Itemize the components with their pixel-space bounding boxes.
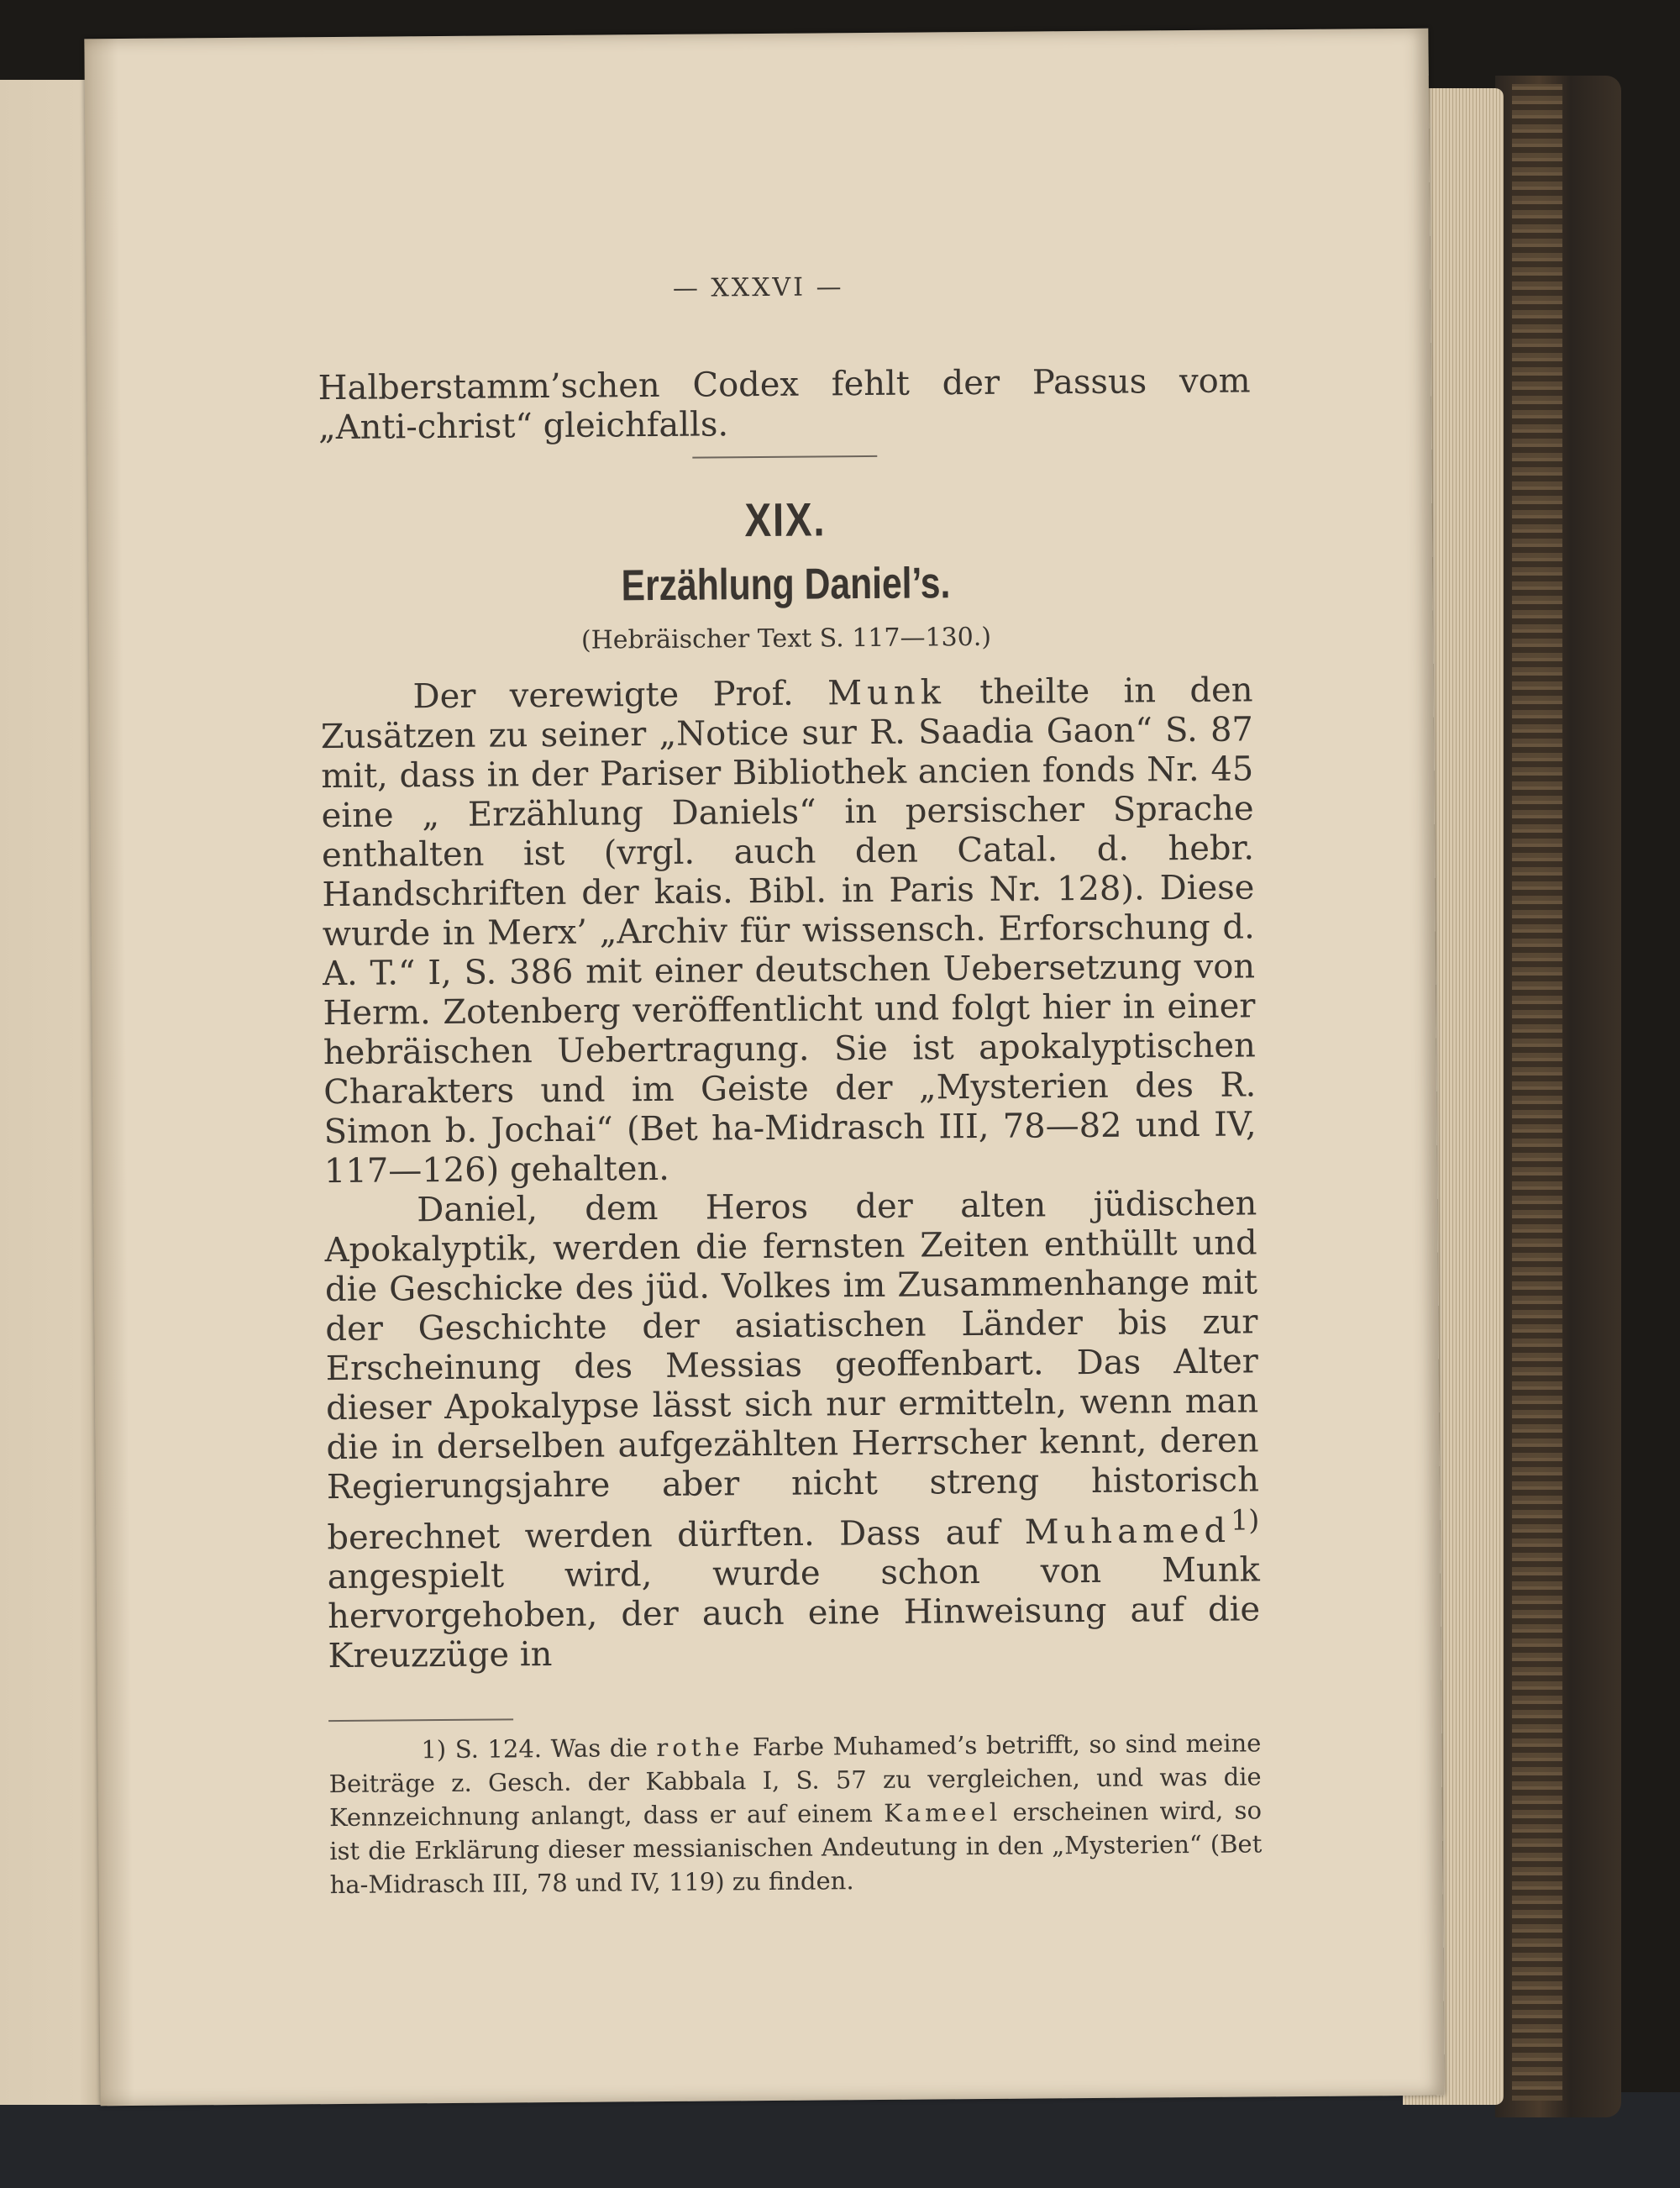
spaced-word: rothe: [656, 1733, 744, 1763]
spaced-name: Muhamed: [1024, 1511, 1231, 1552]
book-cover-edge: [1512, 84, 1562, 2101]
spaced-word: Kameel: [884, 1798, 1002, 1828]
footnote: [328, 1727, 1263, 1902]
chapter-number: XIX.: [744, 492, 827, 547]
book-page: [84, 29, 1444, 2106]
chapter-title: Erzählung Daniel’s.: [621, 559, 951, 611]
page-number: — XXXVI —: [672, 272, 844, 303]
paragraph-text: Daniel, dem Heros der alten jüdischen Apokalyptik, werden die fernsten Zeiten enthüllt und die Geschicke des jüd. Volkes im Zusammenhange mit der Geschichte der asiatischen Länder bis zur Erscheinung des Messias geoffenbart. Das Alter dieser Apokalypse lässt sich nur ermitteln, wenn man die in derselben aufgezählten Herrscher kennt, deren Regierungsjahre aber nicht streng historisch berechnet werden dürften. Dass auf: [324, 1184, 1260, 1558]
footnote-text: Farbe Muhamed’s betrifft, so sind meine Beiträge z. Gesch. der Kabbala I, S. 57 zu vergleichen, und was die Kennzeichnung anlangt, dass er auf einem: [328, 1728, 1262, 1833]
paragraph-text: theilte in den Zusätzen zu seiner „Notice sur R. Saadia Gaon“ S. 87 mit, dass in der Pariser Bibliothek ancien fonds Nr. 45 eine „ Erzählung Daniels“ in persischer Sprache enthalten ist (vrgl. auch den Catal. d. hebr. Handschriften der kais. Bibl. in Paris Nr. 128). Diese wurde in Merx’ „Archiv für wissensch. Erforschung d. A. T.“ I, S. 386 mit einer deutschen Uebersetzung von Herm. Zotenberg veröffentlicht und folgt hier in einer hebräischen Uebertragung. Sie ist apokalyptischen Charakters und im Geiste der „Mysterien des R. Simon b. Jochai“ (Bet ha-Midrasch III, 78—82 und IV, 117—126) gehalten.: [320, 671, 1257, 1191]
paragraph-text: Der verewigte Prof.: [412, 674, 794, 717]
paragraph: [320, 671, 1257, 1191]
footnote-text: 1) S. 124. Was die: [421, 1733, 648, 1765]
text-block: [318, 361, 1262, 1901]
continuation-text: Halberstamm’schen Codex fehlt der Passus vom „Anti-christ“ gleichfalls.: [318, 361, 1251, 448]
spaced-name: Munk: [827, 673, 947, 713]
paragraph-text: angespielt wird, wurde schon von Munk hervorgehoben, der auch eine Hinweisung auf die Kreuzzüge in: [327, 1550, 1261, 1676]
paragraph: [324, 1184, 1261, 1676]
footnote-divider: [328, 1719, 513, 1723]
footnote-text: erscheinen wird, so ist die Erklärung dieser messianischen Andeutung in den „Mysterien“ (Bet ha-Midrasch III, 78 und IV, 119) zu finden.: [329, 1796, 1263, 1900]
footnote-reference: 1): [1230, 1503, 1260, 1537]
chapter-subtitle: (Hebräischer Text S. 117—130.): [580, 622, 992, 655]
book-board: [0, 2092, 1680, 2188]
section-divider: [692, 455, 877, 459]
